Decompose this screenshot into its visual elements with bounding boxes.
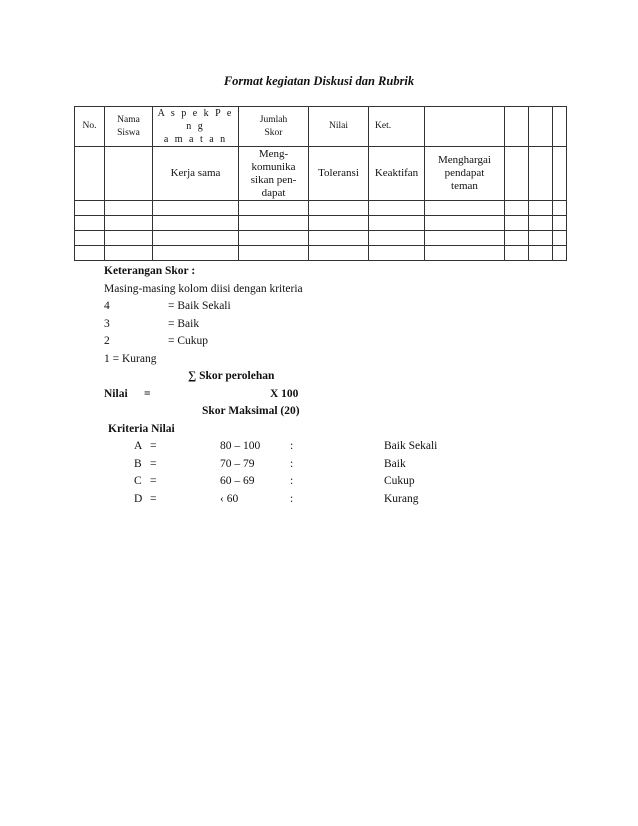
header-no: No. (75, 107, 105, 147)
grade-colon: : (290, 492, 294, 505)
score-4 (104, 298, 303, 316)
sub-empty (553, 147, 567, 201)
header-empty (505, 107, 529, 147)
grade-row (104, 456, 406, 474)
header-nama-line2: Siswa (117, 127, 140, 138)
grade-colon: : (290, 457, 294, 470)
score-2-num: 2 (104, 335, 110, 347)
header-nama-line1: Nama (117, 114, 140, 125)
sub-meng-line1: Meng- (258, 147, 289, 160)
header-empty (425, 107, 505, 147)
grade-label: Baik (384, 457, 406, 470)
score-3-num: 3 (104, 317, 110, 330)
grade-eq: = (150, 492, 157, 505)
score-4-text: = Baik Sekali (168, 300, 231, 312)
header-empty (529, 107, 553, 147)
grade-label: Kurang (384, 492, 419, 505)
grade-letter: D (134, 492, 143, 505)
header-nilai: Nilai (309, 107, 369, 147)
table-row (75, 246, 567, 261)
header-aspek (153, 107, 239, 147)
sub-kerja-sama: Kerja sama (153, 147, 239, 201)
grade-label: Baik Sekali (384, 440, 438, 452)
grade-label: Cukup (384, 475, 415, 487)
grade-range: 60 – 69 (220, 475, 255, 487)
grade-row (104, 438, 438, 456)
sub-menghargai-line3: teman (451, 180, 478, 192)
sub-menghargai-line1: Menghargai (438, 154, 491, 166)
grade-eq: = (150, 475, 157, 487)
grade-range: 80 – 100 (220, 440, 261, 452)
header-jumlah (239, 107, 309, 147)
score-4-num: 4 (104, 300, 110, 312)
document-title: Format kegiatan Diskusi dan Rubrik (223, 74, 415, 88)
table-row (75, 201, 567, 216)
header-jumlah-line1: Jumlah (259, 114, 288, 125)
formula-x100: X 100 (270, 387, 299, 400)
formula-bottom (104, 403, 303, 421)
notes-heading: Keterangan Skor : (104, 265, 196, 277)
formula-label: Nilai (104, 387, 128, 400)
formula-denominator: Skor Maksimal (20) (202, 405, 300, 417)
grade-row (104, 491, 419, 509)
score-notes (104, 263, 438, 508)
score-1: 1 = Kurang (104, 352, 157, 365)
header-jumlah-line2: Skor (264, 127, 283, 138)
formula-eq: = (144, 387, 151, 400)
score-3-text: = Baik (168, 317, 200, 330)
sub-mengkomunikasikan (239, 147, 309, 201)
formula-middle (104, 386, 303, 404)
sub-toleransi: Toleransi (309, 147, 369, 201)
sub-empty (505, 147, 529, 201)
sub-meng-line4: dapat (261, 186, 286, 199)
grade-eq: = (150, 440, 157, 452)
rubric-table (74, 106, 567, 261)
sub-meng-line3: sikan pen- (250, 173, 297, 186)
header-nama (105, 107, 153, 147)
table-row (75, 216, 567, 231)
table-row (75, 231, 567, 246)
grade-colon: : (290, 475, 294, 487)
grade-row (104, 473, 415, 491)
header-row (75, 107, 567, 147)
formula-top (104, 368, 303, 386)
grade-range: 70 – 79 (220, 457, 255, 470)
score-2-text: = Cukup (168, 335, 209, 347)
grade-letter: C (134, 475, 142, 487)
score-2 (104, 333, 303, 351)
grade-range: ‹ 60 (220, 492, 239, 505)
header-aspek-line2: a m a t a n (163, 134, 228, 145)
sub-menghargai-line2: pendapat (444, 167, 485, 179)
score-3 (104, 316, 303, 334)
notes-line1: Masing-masing kolom diisi dengan kriteria (104, 282, 303, 295)
kriteria-heading-text: Kriteria Nilai (108, 422, 175, 435)
sub-empty (529, 147, 553, 201)
header-empty (553, 107, 567, 147)
sub-meng-line2: komunika (251, 160, 296, 173)
sub-keaktifan: Keaktifan (369, 147, 425, 201)
sub-menghargai (425, 147, 505, 201)
sub-empty (75, 147, 105, 201)
header-aspek-line1: A s p e k P e n g (157, 108, 234, 132)
header-ket: Ket. (369, 107, 425, 147)
grade-letter: A (134, 440, 143, 452)
kriteria-heading (104, 421, 303, 439)
sub-empty (105, 147, 153, 201)
grade-letter: B (134, 457, 142, 470)
grade-colon: : (290, 440, 294, 452)
formula-numerator: ∑ Skor perolehan (188, 370, 275, 382)
subheader-row (75, 147, 567, 201)
grade-eq: = (150, 457, 157, 470)
